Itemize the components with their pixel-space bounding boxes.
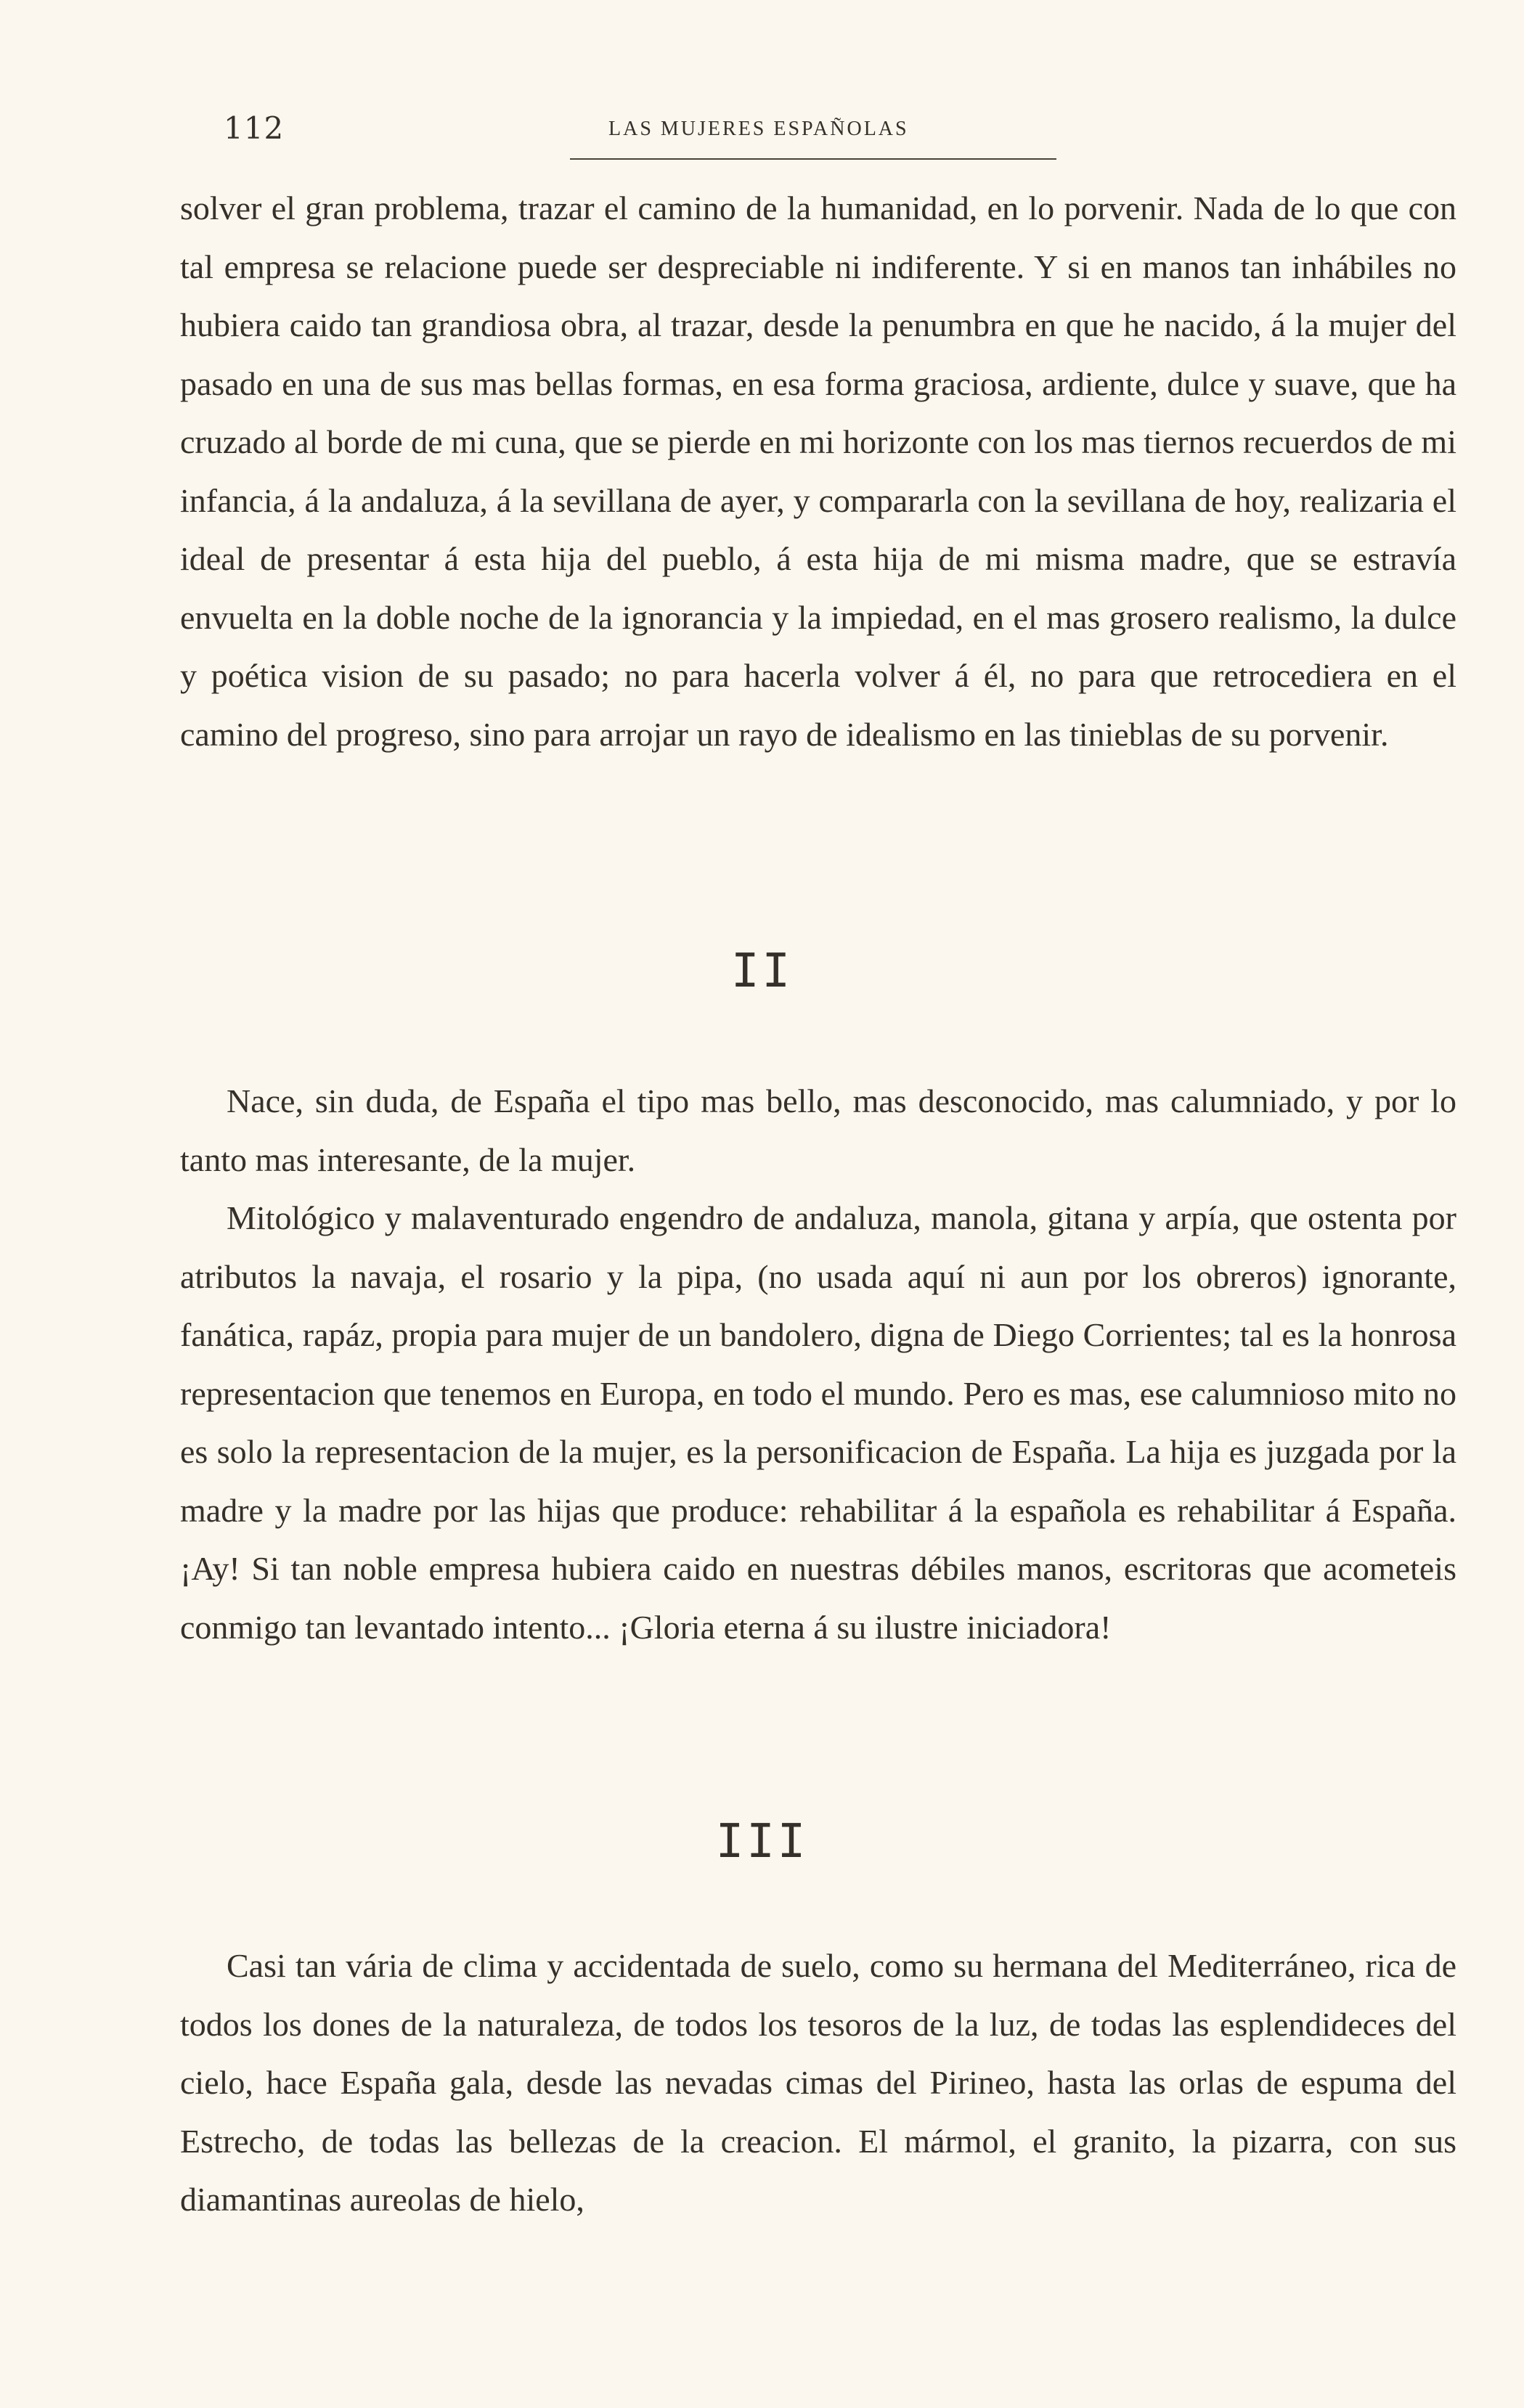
body-paragraph: Mitológico y malaventurado engendro de andaluza, manola, gitana y arpía, que ostenta por atributos la navaja, el rosario y la pipa, (no usada aquí ni aun por los obreros) ignorante, fanática, rapáz, propia para mujer de un bandolero, digna de Diego Corrientes; tal es la honrosa representacion que tenemos en Europa, en todo el mundo. Pero es mas, ese calumnioso mito no es solo la representacion de la mujer, es la personificacion de España. La hija es juzgada por la madre y la madre por las hijas que produce: rehabilitar á la española es rehabilitar á España. ¡Ay! Si tan noble empresa hubiera caido en nuestras débiles manos, escritoras que acometeis conmigo tan levantado intento... ¡Gloria eterna á su ilustre iniciadora! <box>180 1199 1456 1646</box>
section-heading-ii: II <box>730 944 794 998</box>
body-paragraph: solver el gran problema, trazar el camino de la humanidad, en lo porvenir. Nada de lo que con tal empresa se relacione puede ser despreciable ni indiferente. Y si en manos tan inhábiles no hubiera caido tan grandiosa obra, al trazar, desde la penumbra en que he nacido, á la mujer del pasado en una de sus mas bellas formas, en esa forma graciosa, ardiente, dulce y suave, que ha cruzado al borde de mi cuna, que se pierde en mi horizonte con los mas tiernos recuerdos de mi infancia, á la andaluza, á la sevillana de ayer, y compararla con la sevillana de hoy, realizaria el ideal de presentar á esta hija del pueblo, á esta hija de mi misma madre, que se estravía envuelta en la doble noche de la ignorancia y la impiedad, en el mas grosero realismo, la dulce y poética vision de su pasado; no para hacerla volver á él, no para que retrocediera en el camino del progreso, sino para arrojar un rayo de idealismo en las tinieblas de su porvenir. <box>180 189 1456 753</box>
page-number: 112 <box>224 110 285 146</box>
body-paragraph: Casi tan vária de clima y accidentada de suelo, como su hermana del Mediterráneo, rica de todos los dones de la naturaleza, de todos los tesoros de la luz, de todas las esplendideces del cielo, hace España gala, desde las nevadas cimas del Pirineo, hasta las orlas de espuma del Estrecho, de todas las bellezas de la creacion. El mármol, el granito, la pizarra, con sus diamantinas aureolas de hielo, <box>180 1947 1456 2218</box>
section-1-body <box>180 179 1456 764</box>
section-2-body <box>180 1072 1456 1657</box>
header-rule <box>570 158 1056 160</box>
section-heading-iii: III <box>715 1815 809 1869</box>
running-head <box>180 110 1443 154</box>
running-title: LAS MUJERES ESPAÑOLAS <box>608 118 909 140</box>
body-paragraph: Nace, sin duda, de España el tipo mas bello, mas desconocido, mas calumniado, y por lo tanto mas interesante, de la mujer. <box>180 1082 1456 1178</box>
section-3-body <box>180 1937 1456 2229</box>
